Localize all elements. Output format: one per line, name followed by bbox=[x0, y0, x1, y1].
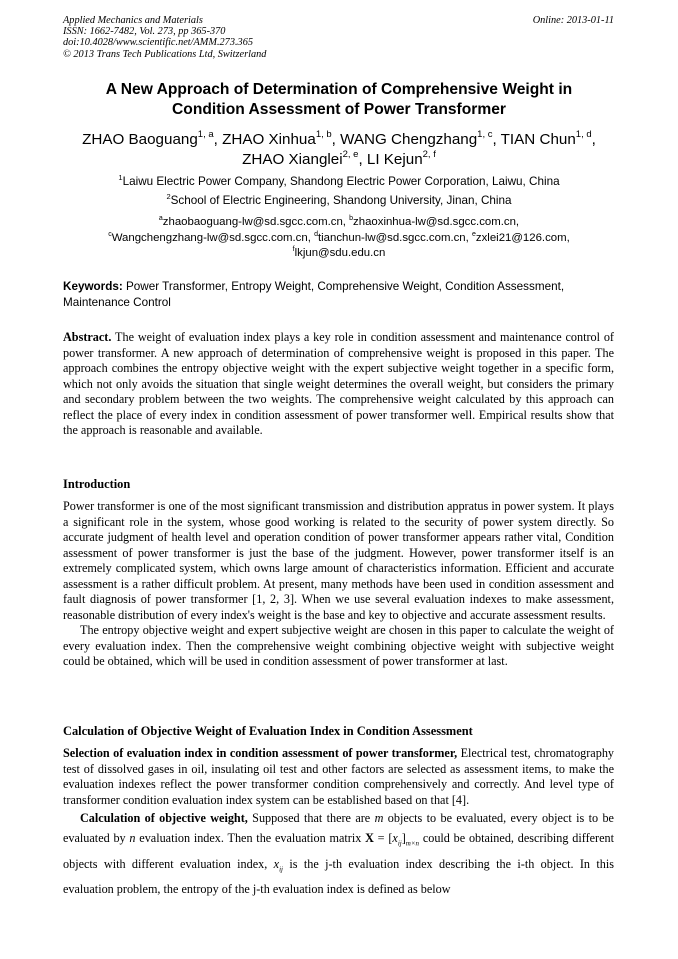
abstract-label: Abstract. bbox=[63, 330, 112, 344]
author-sup: 2, e bbox=[342, 149, 359, 160]
author-sep: , bbox=[213, 131, 223, 148]
author-sup: 1, d bbox=[575, 129, 592, 140]
keywords-text: Power Transformer, Entropy Weight, Comprehensive Weight, Condition Assessment, Maintenance Control bbox=[63, 280, 565, 309]
author-sup: 1, a bbox=[197, 129, 214, 140]
email-list: $^a$zhaobaoguang-lw@sd.sgcc.com.cn, $^b$zhaoxinhua-lw@sd.sgcc.com.cn, $^c$Wangchengzhang-lw@sd.sgcc.com.cn, $^d$tianchun-lw@sd.sgcc.com.cn, $^e$zxlei21@126.com, $^f$lkjun@sdu.edu.cn bbox=[108, 215, 570, 259]
section-paragraph-1 bbox=[63, 746, 614, 808]
issn-line: ISSN: 1662-7482, Vol. 273, pp 365-370 bbox=[63, 26, 226, 38]
math-m: m bbox=[374, 811, 384, 826]
email-sup: a bbox=[158, 215, 163, 222]
paragraph-text: evaluation index. Then the evaluation matrix bbox=[135, 831, 366, 846]
author-name: WANG Chengzhang bbox=[340, 131, 478, 148]
matrix-close: ] bbox=[401, 831, 406, 846]
paragraph-text: Electrical test, chromatography test of dissolved gases in oil, insulating oil test and other factors are selected as assessment items, to make the evaluation indexes reflect the power transformer condition comprehensively and correctly. And level type of transformer condition evaluation index system can be established based on that [4]. bbox=[63, 746, 615, 807]
introduction-heading: Introduction bbox=[63, 477, 131, 491]
paragraph-text: Supposed that there are bbox=[247, 811, 375, 826]
paragraph-text: objects to be evaluated, every object is to be evaluated by bbox=[63, 811, 614, 846]
email-link[interactable]: tianchun-lw@sd.sgcc.com.cn bbox=[317, 231, 466, 244]
matrix-ij: ij bbox=[397, 839, 402, 848]
section-heading: Calculation of Objective Weight of Evaluation Index in Condition Assessment bbox=[63, 724, 473, 738]
author-list bbox=[50, 130, 628, 170]
paper-title bbox=[60, 80, 618, 120]
email-sup: e bbox=[472, 230, 476, 238]
email-sup: f bbox=[292, 246, 295, 253]
abstract bbox=[63, 330, 614, 439]
author-name: LI Kejun bbox=[366, 151, 423, 168]
email-link[interactable]: zxlei21@126.com bbox=[475, 231, 567, 244]
copyright-line: © 2013 Trans Tech Publications Ltd, Switzerland bbox=[63, 48, 267, 60]
title-line-2: Condition Assessment of Power Transformer bbox=[172, 101, 506, 118]
affiliation-text: School of Electric Engineering, Shandong University, Jinan, China bbox=[170, 194, 512, 207]
email-link[interactable]: zhaobaoguang-lw@sd.sgcc.com.cn bbox=[162, 216, 343, 228]
author-sup: 1, c bbox=[477, 129, 493, 140]
title-line-1: A New Approach of Determination of Comprehensive Weight in bbox=[105, 81, 573, 98]
author-name: ZHAO Xinhua bbox=[222, 131, 316, 148]
paragraph-text: is the j-th evaluation index describing the i-th object. In this evaluation problem, the entropy of the j-th evaluation index is defined as below bbox=[63, 856, 615, 897]
author-name: ZHAO Baoguang bbox=[82, 131, 198, 148]
introduction-paragraph-2: The entropy objective weight and expert subjective weight are chosen in this paper to calculate the weight of every evaluation index. Then the comprehensive weight combining objective weight with subjective weight could be obtained, which will be used in condition assessment of power transformer at last. bbox=[63, 623, 614, 669]
section-body bbox=[63, 746, 614, 899]
author-name: ZHAO Xianglei bbox=[242, 151, 343, 168]
section-paragraph-2 bbox=[63, 808, 614, 899]
abstract-text: The weight of evaluation index plays a key role in condition assessment and maintenance control of power transformer. A new approach of determination of comprehensive weight is proposed in this paper. The approach combines the entropy objective weight with the expert subjective weight together in a specific form, which not only avoids the situation that single weight determines the overall weight, but considers the primary and secondary problem between the two weights. The comprehensive weight calculated by this approach can reflect the place of every index in condition assessment of power transformer well. Empirical results show that the approach is reasonable and available. bbox=[63, 330, 614, 438]
math-n: n bbox=[129, 831, 136, 846]
introduction-body bbox=[63, 499, 614, 670]
email-link[interactable]: Wangchengzhang-lw@sd.sgcc.com.cn bbox=[111, 231, 308, 244]
author-sup: 1, b bbox=[315, 129, 332, 140]
author-sup: 2, f bbox=[422, 149, 436, 160]
journal-name: Applied Mechanics and Materials bbox=[63, 15, 203, 26]
author-sep: , bbox=[358, 151, 367, 168]
doi-line: doi:10.4028/www.scientific.net/AMM.273.365 bbox=[63, 37, 253, 49]
journal-header bbox=[63, 15, 266, 60]
xij-sub: ij bbox=[279, 865, 283, 874]
matrix-eq: = [ bbox=[373, 831, 393, 846]
xij-x: x bbox=[273, 856, 280, 871]
introduction-paragraph-1: Power transformer is one of the most significant transmission and distribution appratus in power system. It plays a significant role in the system, whose good working is related to the security of power system directly. So accurate judgment of health level and operation condition of power transformer appears rather vital, Condition assessment of power transformer is just the base of the judgment. However, power transformer itself is an extremely complicated system, which owns large amount of characteristics information. Efficient and accurate assessment is a rather difficult problem. At present, many methods have been used in condition assessment and fault diagnosis of power transformer [1, 2, 3]. When we use several evaluation indexes to make assessment, reasonable distribution of every index's weight is the base and key to objective and accurate assessment results. bbox=[63, 499, 614, 622]
evaluation-matrix-formula bbox=[365, 831, 420, 848]
email-link[interactable]: lkjun@sdu.edu.cn bbox=[294, 247, 386, 259]
author-sep: , bbox=[492, 131, 501, 148]
paragraph-lead: Calculation of objective weight, bbox=[80, 811, 248, 826]
email-sup: d bbox=[314, 230, 318, 238]
email-sup: b bbox=[349, 215, 354, 222]
author-sep: , bbox=[591, 131, 596, 148]
matrix-symbol: X bbox=[365, 831, 374, 846]
keywords bbox=[63, 279, 614, 310]
author-name: TIAN Chun bbox=[500, 131, 576, 148]
email-sup: c bbox=[108, 230, 112, 238]
paragraph-lead: Selection of evaluation index in condition assessment of power transformer, bbox=[63, 746, 458, 760]
keywords-label: Keywords: bbox=[63, 280, 123, 293]
matrix-dims: m×n bbox=[405, 839, 420, 848]
paragraph-text: could be obtained, describing different objects with different evaluation index, bbox=[63, 831, 614, 871]
affiliation-sup: 2 bbox=[166, 192, 171, 201]
email-link[interactable]: zhaoxinhua-lw@sd.sgcc.com.cn bbox=[353, 216, 516, 228]
affiliation-text: Laiwu Electric Power Company, Shandong Electric Power Corporation, Laiwu, China bbox=[122, 175, 560, 188]
affiliation-sup: 1 bbox=[118, 173, 123, 182]
online-date: Online: 2013-01-11 bbox=[532, 15, 614, 26]
math-xij bbox=[273, 856, 283, 874]
matrix-x: x bbox=[392, 831, 398, 846]
author-sep: , bbox=[331, 131, 341, 148]
affiliation-1 bbox=[50, 174, 628, 189]
affiliation-2 bbox=[50, 193, 628, 208]
